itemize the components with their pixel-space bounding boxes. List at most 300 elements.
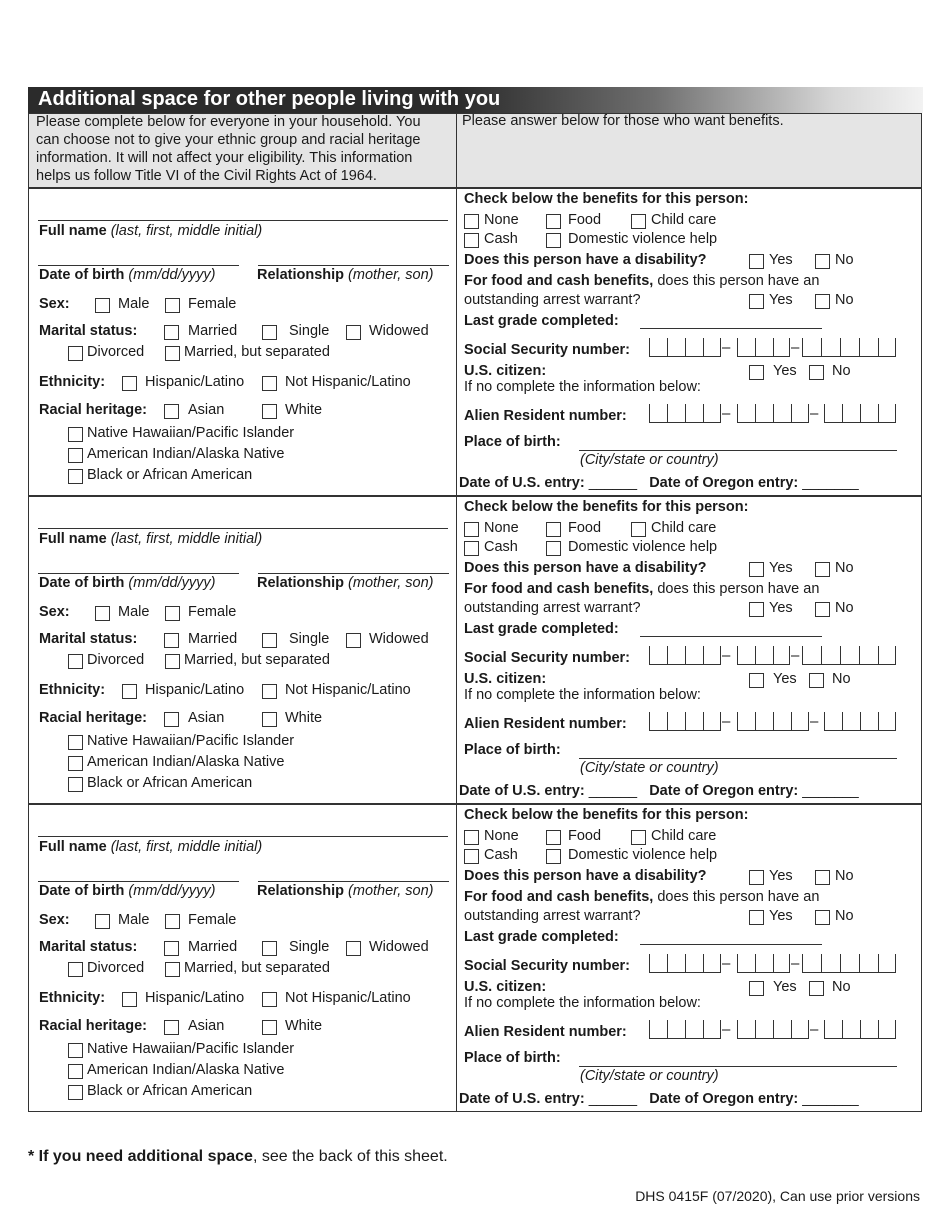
married-label: Married [188,631,238,647]
box-divider [703,646,704,665]
box-divider [703,338,704,357]
citizen-yes-checkbox[interactable] [749,673,764,688]
relationship-label: Relationship (mother, son) [257,267,434,283]
widowed-label: Widowed [369,323,429,339]
box-divider [667,712,668,731]
box-divider [878,338,879,357]
racial-heritage-label: Racial heritage: [39,1018,147,1034]
box-divider [842,712,843,731]
column-divider [456,496,457,804]
warrant-no-checkbox[interactable] [815,294,830,309]
last-grade-field[interactable] [640,944,822,945]
sex-label: Sex: [39,296,70,312]
not-hispanic-label: Not Hispanic/Latino [285,990,411,1006]
disability-question: Does this person have a disability? [464,868,707,884]
box-divider [860,712,861,731]
american-indian-checkbox[interactable] [68,756,83,771]
alien-part-2[interactable] [737,1020,809,1039]
if-no-instructions: If no complete the information below: [464,379,701,395]
ssn-part-1[interactable] [649,338,721,357]
female-label: Female [188,912,237,928]
ssn-part-2[interactable] [737,646,790,665]
married-separated-label: Married, but separated [184,652,330,668]
entry-dates-row: Date of U.S. entry: ______ Date of Oregon entry: _______ [459,783,859,799]
black-checkbox[interactable] [68,777,83,792]
male-checkbox[interactable] [95,914,110,929]
asian-checkbox[interactable] [164,404,179,419]
alien-dash: – [722,405,731,422]
disability-no-checkbox[interactable] [815,562,830,577]
white-checkbox[interactable] [262,1020,277,1035]
disability-no-label: No [835,868,854,884]
full-name-field[interactable] [38,528,448,529]
relationship-label: Relationship (mother, son) [257,575,434,591]
disability-yes-label: Yes [769,252,793,268]
ethnicity-label: Ethnicity: [39,374,106,390]
full-name-field[interactable] [38,220,448,221]
divorced-label: Divorced [87,652,145,668]
hispanic-label: Hispanic/Latino [145,682,245,698]
alien-dash: – [810,405,819,422]
alien-part-2[interactable] [737,712,809,731]
box-divider [859,338,860,357]
none-checkbox[interactable] [464,830,479,845]
asian-checkbox[interactable] [164,1020,179,1035]
marital-status-label: Marital status: [39,323,138,339]
hispanic-checkbox[interactable] [122,684,137,699]
widowed-checkbox[interactable] [346,325,361,340]
ethnicity-label: Ethnicity: [39,990,106,1006]
box-divider [755,646,756,665]
male-label: Male [118,296,150,312]
box-divider [685,646,686,665]
asian-checkbox[interactable] [164,712,179,727]
dob-label: Date of birth (mm/dd/yyyy) [39,267,216,283]
ssn-part-3[interactable] [802,954,896,973]
black-checkbox[interactable] [68,469,83,484]
married-checkbox[interactable] [164,325,179,340]
female-label: Female [188,296,237,312]
asian-label: Asian [188,402,225,418]
racial-heritage-label: Racial heritage: [39,710,147,726]
child-care-checkbox[interactable] [631,522,646,537]
not-hispanic-checkbox[interactable] [262,684,277,699]
box-divider [755,404,756,423]
last-grade-label: Last grade completed: [464,621,619,637]
oregon-entry-field[interactable]: _______ [802,475,859,491]
widowed-checkbox[interactable] [346,633,361,648]
food-checkbox[interactable] [546,830,561,845]
native-hawaiian-label: Native Hawaiian/Pacific Islander [87,1041,295,1057]
white-label: White [285,402,323,418]
warrant-no-label: No [835,600,854,616]
black-label: Black or African American [87,775,253,791]
sex-label: Sex: [39,912,70,928]
single-label: Single [289,323,330,339]
alien-part-1[interactable] [649,404,721,423]
box-divider [791,712,792,731]
box-divider [685,712,686,731]
domestic-violence-checkbox[interactable] [546,233,561,248]
married-separated-checkbox[interactable] [165,654,180,669]
marital-status-label: Marital status: [39,631,138,647]
white-checkbox[interactable] [262,712,277,727]
hispanic-checkbox[interactable] [122,376,137,391]
hispanic-label: Hispanic/Latino [145,990,245,1006]
divorced-checkbox[interactable] [68,654,83,669]
box-divider [821,954,822,973]
us-entry-field[interactable]: ______ [588,1091,638,1107]
ssn-label: Social Security number: [464,650,630,666]
warrant-yes-checkbox[interactable] [749,294,764,309]
alien-label: Alien Resident number: [464,1024,627,1040]
widowed-label: Widowed [369,631,429,647]
box-divider [773,954,774,973]
male-checkbox[interactable] [95,606,110,621]
native-hawaiian-checkbox[interactable] [68,1043,83,1058]
box-divider [667,404,668,423]
disability-yes-checkbox[interactable] [749,562,764,577]
box-divider [703,1020,704,1039]
none-label: None [484,520,519,536]
box-divider [842,1020,843,1039]
marital-status-label: Marital status: [39,939,138,955]
benefits-heading: Check below the benefits for this person: [464,499,749,515]
warrant-no-checkbox[interactable] [815,602,830,617]
dob-field[interactable] [38,265,239,266]
last-grade-label: Last grade completed: [464,929,619,945]
alien-dash: – [810,1021,819,1038]
divorced-label: Divorced [87,344,145,360]
ssn-part-2[interactable] [737,954,790,973]
box-divider [878,646,879,665]
box-divider [685,954,686,973]
full-name-label: Full name (last, first, middle initial) [39,531,263,547]
cash-checkbox[interactable] [464,233,479,248]
citizen-yes-label: Yes [773,671,797,687]
child-care-label: Child care [651,828,717,844]
married-separated-label: Married, but separated [184,960,330,976]
white-label: White [285,710,323,726]
dob-label: Date of birth (mm/dd/yyyy) [39,883,216,899]
box-divider [860,404,861,423]
box-divider [773,338,774,357]
full-name-field[interactable] [38,836,448,837]
box-divider [667,338,668,357]
alien-part-1[interactable] [649,712,721,731]
domestic-violence-label: Domestic violence help [568,847,718,863]
married-label: Married [188,939,238,955]
full-name-label: Full name (last, first, middle initial) [39,223,263,239]
box-divider [791,404,792,423]
entry-dates-row: Date of U.S. entry: ______ Date of Oregon entry: _______ [459,1091,859,1107]
warrant-question-line2: outstanding arrest warrant? [464,292,641,308]
place-of-birth-label: Place of birth: [464,742,561,758]
us-entry-field[interactable]: ______ [588,475,638,491]
relationship-field[interactable] [258,881,449,882]
place-of-birth-hint: (City/state or country) [580,1068,719,1084]
box-divider [703,712,704,731]
person-section-3 [28,804,922,1112]
warrant-question-line2: outstanding arrest warrant? [464,600,641,616]
last-grade-field[interactable] [640,328,822,329]
single-label: Single [289,939,330,955]
box-divider [773,712,774,731]
male-label: Male [118,912,150,928]
place-of-birth-field[interactable] [579,1066,897,1067]
native-hawaiian-checkbox[interactable] [68,735,83,750]
citizen-label: U.S. citizen: [464,979,547,995]
white-label: White [285,1018,323,1034]
disability-yes-label: Yes [769,560,793,576]
not-hispanic-checkbox[interactable] [262,992,277,1007]
if-no-instructions: If no complete the information below: [464,995,701,1011]
child-care-checkbox[interactable] [631,214,646,229]
box-divider [878,712,879,731]
asian-label: Asian [188,710,225,726]
married-separated-checkbox[interactable] [165,346,180,361]
disability-no-checkbox[interactable] [815,254,830,269]
native-hawaiian-label: Native Hawaiian/Pacific Islander [87,733,295,749]
single-checkbox[interactable] [262,325,277,340]
single-label: Single [289,631,330,647]
intro-right-text: Please answer below for those who want benefits. [462,113,784,129]
ssn-part-3[interactable] [802,646,896,665]
benefits-heading: Check below the benefits for this person: [464,191,749,207]
american-indian-label: American Indian/Alaska Native [87,754,285,770]
box-divider [821,338,822,357]
dob-field[interactable] [38,881,239,882]
married-label: Married [188,323,238,339]
citizen-yes-checkbox[interactable] [749,981,764,996]
married-checkbox[interactable] [164,633,179,648]
child-care-label: Child care [651,212,717,228]
us-entry-field[interactable]: ______ [588,783,638,799]
alien-dash: – [810,713,819,730]
ssn-dash: – [722,647,731,664]
alien-part-3[interactable] [824,712,896,731]
place-of-birth-label: Place of birth: [464,434,561,450]
box-divider [703,404,704,423]
cash-label: Cash [484,231,518,247]
ssn-part-1[interactable] [649,646,721,665]
benefits-heading: Check below the benefits for this person: [464,807,749,823]
intro-left-text [36,113,456,185]
divorced-checkbox[interactable] [68,962,83,977]
warrant-no-label: No [835,292,854,308]
cash-checkbox[interactable] [464,849,479,864]
white-checkbox[interactable] [262,404,277,419]
married-separated-checkbox[interactable] [165,962,180,977]
box-divider [840,338,841,357]
food-checkbox[interactable] [546,214,561,229]
native-hawaiian-label: Native Hawaiian/Pacific Islander [87,425,295,441]
entry-dates-row: Date of U.S. entry: ______ Date of Oregon entry: _______ [459,475,859,491]
box-divider [821,646,822,665]
married-separated-label: Married, but separated [184,344,330,360]
intro-line: information. It will not affect your eligibility. This information [36,150,413,166]
racial-heritage-label: Racial heritage: [39,402,147,418]
warrant-yes-checkbox[interactable] [749,602,764,617]
box-divider [667,954,668,973]
american-indian-label: American Indian/Alaska Native [87,1062,285,1078]
box-divider [755,1020,756,1039]
none-checkbox[interactable] [464,214,479,229]
female-checkbox[interactable] [165,606,180,621]
citizen-yes-label: Yes [773,363,797,379]
disability-no-checkbox[interactable] [815,870,830,885]
warrant-question-line2: outstanding arrest warrant? [464,908,641,924]
warrant-question: For food and cash benefits, does this person have an [464,581,820,597]
box-divider [859,646,860,665]
box-divider [773,646,774,665]
domestic-violence-label: Domestic violence help [568,231,718,247]
child-care-checkbox[interactable] [631,830,646,845]
black-label: Black or African American [87,467,253,483]
divorced-checkbox[interactable] [68,346,83,361]
none-checkbox[interactable] [464,522,479,537]
male-label: Male [118,604,150,620]
disability-question: Does this person have a disability? [464,252,707,268]
citizen-yes-checkbox[interactable] [749,365,764,380]
citizen-no-label: No [832,979,851,995]
box-divider [860,1020,861,1039]
alien-part-3[interactable] [824,1020,896,1039]
person-section-2 [28,496,922,804]
warrant-yes-checkbox[interactable] [749,910,764,925]
box-divider [685,1020,686,1039]
citizen-no-checkbox[interactable] [809,365,824,380]
page-title: Additional space for other people living with you [38,88,501,110]
footer-note: * If you need additional space, see the back of this sheet. [28,1148,448,1165]
widowed-label: Widowed [369,939,429,955]
ssn-label: Social Security number: [464,342,630,358]
box-divider [791,1020,792,1039]
married-checkbox[interactable] [164,941,179,956]
cash-checkbox[interactable] [464,541,479,556]
male-checkbox[interactable] [95,298,110,313]
place-of-birth-field[interactable] [579,758,897,759]
ethnicity-label: Ethnicity: [39,682,106,698]
hispanic-label: Hispanic/Latino [145,374,245,390]
person-section-1 [28,188,922,496]
american-indian-label: American Indian/Alaska Native [87,446,285,462]
warrant-yes-label: Yes [769,908,793,924]
box-divider [878,954,879,973]
food-label: Food [568,520,602,536]
not-hispanic-label: Not Hispanic/Latino [285,682,411,698]
disability-yes-checkbox[interactable] [749,254,764,269]
hispanic-checkbox[interactable] [122,992,137,1007]
disability-question: Does this person have a disability? [464,560,707,576]
box-divider [685,338,686,357]
box-divider [878,1020,879,1039]
female-checkbox[interactable] [165,298,180,313]
place-of-birth-label: Place of birth: [464,1050,561,1066]
food-label: Food [568,212,602,228]
box-divider [667,646,668,665]
alien-part-3[interactable] [824,404,896,423]
column-divider [456,188,457,496]
alien-part-1[interactable] [649,1020,721,1039]
american-indian-checkbox[interactable] [68,448,83,463]
female-checkbox[interactable] [165,914,180,929]
oregon-entry-field[interactable]: _______ [802,1091,859,1107]
domestic-violence-checkbox[interactable] [546,541,561,556]
single-checkbox[interactable] [262,633,277,648]
single-checkbox[interactable] [262,941,277,956]
warrant-no-checkbox[interactable] [815,910,830,925]
if-no-instructions: If no complete the information below: [464,687,701,703]
food-checkbox[interactable] [546,522,561,537]
black-checkbox[interactable] [68,1085,83,1100]
oregon-entry-field[interactable]: _______ [802,783,859,799]
not-hispanic-checkbox[interactable] [262,376,277,391]
ssn-dash: – [722,339,731,356]
box-divider [667,1020,668,1039]
relationship-field[interactable] [258,573,449,574]
last-grade-field[interactable] [640,636,822,637]
box-divider [755,338,756,357]
box-divider [773,404,774,423]
ssn-part-2[interactable] [737,338,790,357]
form-id: DHS 0415F (07/2020), Can use prior versions [635,1188,920,1204]
dob-field[interactable] [38,573,239,574]
native-hawaiian-checkbox[interactable] [68,427,83,442]
american-indian-checkbox[interactable] [68,1064,83,1079]
child-care-label: Child care [651,520,717,536]
intro-line: can choose not to give your ethnic group and racial heritage [36,132,421,148]
relationship-label: Relationship (mother, son) [257,883,434,899]
disability-no-label: No [835,252,854,268]
box-divider [878,404,879,423]
place-of-birth-hint: (City/state or country) [580,760,719,776]
ssn-label: Social Security number: [464,958,630,974]
box-divider [842,404,843,423]
ssn-dash: – [791,647,800,664]
citizen-no-checkbox[interactable] [809,673,824,688]
alien-dash: – [722,713,731,730]
warrant-question: For food and cash benefits, does this person have an [464,273,820,289]
box-divider [685,404,686,423]
domestic-violence-checkbox[interactable] [546,849,561,864]
box-divider [703,954,704,973]
black-label: Black or African American [87,1083,253,1099]
warrant-question: For food and cash benefits, does this person have an [464,889,820,905]
warrant-yes-label: Yes [769,600,793,616]
full-name-label: Full name (last, first, middle initial) [39,839,263,855]
box-divider [859,954,860,973]
citizen-no-checkbox[interactable] [809,981,824,996]
box-divider [755,954,756,973]
ssn-dash: – [722,955,731,972]
divorced-label: Divorced [87,960,145,976]
box-divider [840,646,841,665]
disability-yes-checkbox[interactable] [749,870,764,885]
citizen-yes-label: Yes [773,979,797,995]
cash-label: Cash [484,539,518,555]
place-of-birth-field[interactable] [579,450,897,451]
ssn-part-1[interactable] [649,954,721,973]
disability-no-label: No [835,560,854,576]
relationship-field[interactable] [258,265,449,266]
disability-yes-label: Yes [769,868,793,884]
alien-part-2[interactable] [737,404,809,423]
ssn-dash: – [791,339,800,356]
citizen-no-label: No [832,671,851,687]
widowed-checkbox[interactable] [346,941,361,956]
ssn-part-3[interactable] [802,338,896,357]
